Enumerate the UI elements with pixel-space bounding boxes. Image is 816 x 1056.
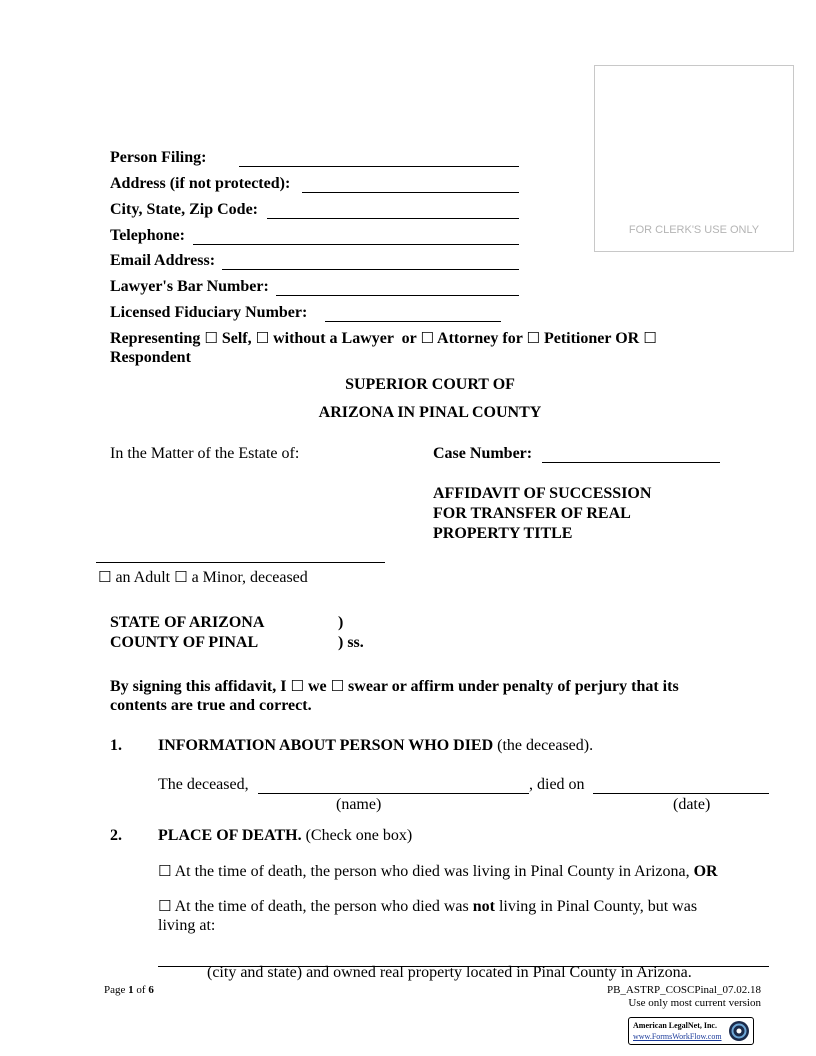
minor-checkbox[interactable]: ☐ — [174, 568, 188, 586]
clerk-use-label: FOR CLERK'S USE ONLY — [628, 224, 760, 236]
died-on-label: , died on — [529, 776, 585, 793]
form-id: PB_ASTRP_COSCPinal_07.02.18 — [606, 984, 761, 996]
self-checkbox[interactable]: ☐ — [204, 329, 218, 347]
venue-paren: ) — [338, 614, 344, 631]
bar-number-label: Lawyer's Bar Number: — [110, 278, 269, 295]
adult-checkbox[interactable]: ☐ — [98, 568, 112, 586]
representing-row — [110, 329, 657, 348]
case-number-field[interactable] — [542, 448, 720, 463]
person-filing-label: Person Filing: — [110, 149, 207, 166]
person-filing-field[interactable] — [239, 152, 519, 167]
estate-matter-label: In the Matter of the Estate of: — [110, 445, 300, 462]
oath-part2: swear or affirm under penalty of perjury that its — [348, 678, 679, 695]
self-label: Self, — [221, 330, 252, 347]
we-checkbox[interactable]: ☐ — [330, 677, 345, 695]
logo-company-name: American LegalNet, Inc. — [633, 1021, 717, 1030]
place-option1-row — [158, 862, 718, 881]
date-caption: (date) — [673, 796, 711, 813]
oath-line1 — [110, 677, 679, 696]
person-filing-row — [110, 149, 206, 167]
respondent-checkbox[interactable]: ☐ — [643, 329, 657, 347]
city-state-caption: (city and state) and owned real property located in Pinal County in Arizona. — [207, 964, 692, 981]
venue-county: COUNTY OF PINAL — [110, 634, 259, 651]
adult-minor-row — [98, 568, 308, 587]
page-word: Page — [104, 984, 126, 996]
fiduciary-label: Licensed Fiduciary Number: — [110, 304, 308, 321]
telephone-label: Telephone: — [110, 227, 185, 244]
email-label: Email Address: — [110, 252, 216, 269]
telephone-field[interactable] — [193, 230, 519, 245]
place-option2-text-b: living in Pinal County, but was — [498, 898, 698, 915]
not-living-in-pinal-checkbox[interactable]: ☐ — [158, 897, 172, 915]
address-label: Address (if not protected): — [110, 175, 291, 192]
oath-we: we — [307, 678, 327, 695]
venue-ss: ) ss. — [338, 634, 364, 651]
page-total: 6 — [148, 984, 154, 996]
place-option2-not: not — [472, 898, 495, 915]
section1-heading-row — [158, 737, 593, 755]
fiduciary-field[interactable] — [325, 307, 501, 322]
place-option2-row — [158, 897, 697, 916]
section2-note: (Check one box) — [305, 827, 413, 844]
place-option2-line2: living at: — [158, 917, 216, 934]
city-label: City, State, Zip Code: — [110, 201, 258, 218]
logo-globe-icon — [728, 1020, 750, 1042]
without-lawyer-checkbox[interactable]: ☐ — [255, 329, 270, 347]
of-word: of — [136, 984, 146, 996]
minor-label: a Minor, deceased — [191, 569, 308, 586]
place-option2-text-a: At the time of death, the person who died was — [174, 898, 469, 915]
clerk-use-box — [594, 65, 794, 252]
bar-number-field[interactable] — [276, 281, 519, 296]
section2-heading-row — [158, 827, 412, 845]
representing-label: Representing — [110, 330, 201, 347]
deceased-name-field[interactable] — [258, 779, 529, 794]
case-number-label: Case Number: — [433, 445, 533, 462]
court-heading-line1: SUPERIOR COURT OF — [345, 376, 515, 393]
deceased-label: The deceased, — [158, 776, 249, 793]
section1-heading: INFORMATION ABOUT PERSON WHO DIED — [158, 737, 494, 754]
oath-part1: By signing this affidavit, I — [110, 678, 287, 695]
american-legalnet-logo — [628, 1017, 754, 1045]
form-title-line1: AFFIDAVIT OF SUCCESSION — [433, 485, 652, 502]
decedent-name-field[interactable] — [96, 548, 385, 563]
logo-url[interactable]: www.FormsWorkFlow.com — [633, 1032, 722, 1041]
petitioner-checkbox[interactable]: ☐ — [526, 329, 540, 347]
section1-note: (the deceased). — [497, 737, 594, 754]
living-in-pinal-checkbox[interactable]: ☐ — [158, 862, 172, 880]
i-checkbox[interactable]: ☐ — [290, 677, 304, 695]
section1-number: 1. — [110, 737, 122, 754]
court-heading-line2: ARIZONA IN PINAL COUNTY — [318, 404, 542, 421]
attorney-checkbox[interactable]: ☐ — [420, 329, 434, 347]
name-caption: (name) — [336, 796, 382, 813]
venue-state: STATE OF ARIZONA — [110, 614, 265, 631]
page-indicator — [104, 984, 154, 996]
form-title-line3: PROPERTY TITLE — [433, 525, 573, 542]
form-title-line2: FOR TRANSFER OF REAL — [433, 505, 631, 522]
page-number: 1 — [128, 984, 134, 996]
section2-number: 2. — [110, 827, 122, 844]
email-field[interactable] — [222, 255, 519, 270]
address-field[interactable] — [302, 178, 519, 193]
petitioner-or-label: Petitioner OR — [543, 330, 640, 347]
death-date-field[interactable] — [593, 779, 769, 794]
respondent-label: Respondent — [110, 349, 191, 366]
attorney-for-label: Attorney for — [437, 330, 523, 347]
city-field[interactable] — [267, 204, 519, 219]
adult-label: an Adult — [115, 569, 171, 586]
section2-heading: PLACE OF DEATH. — [158, 827, 302, 844]
version-note: Use only most current version — [628, 997, 761, 1009]
place-option1-text: At the time of death, the person who died was living in Pinal County in Arizona, — [174, 863, 690, 880]
without-lawyer-label: without a Lawyer — [273, 330, 394, 347]
place-option1-or: OR — [693, 863, 718, 880]
or-label: or — [401, 330, 417, 347]
oath-line2: contents are true and correct. — [110, 697, 312, 714]
